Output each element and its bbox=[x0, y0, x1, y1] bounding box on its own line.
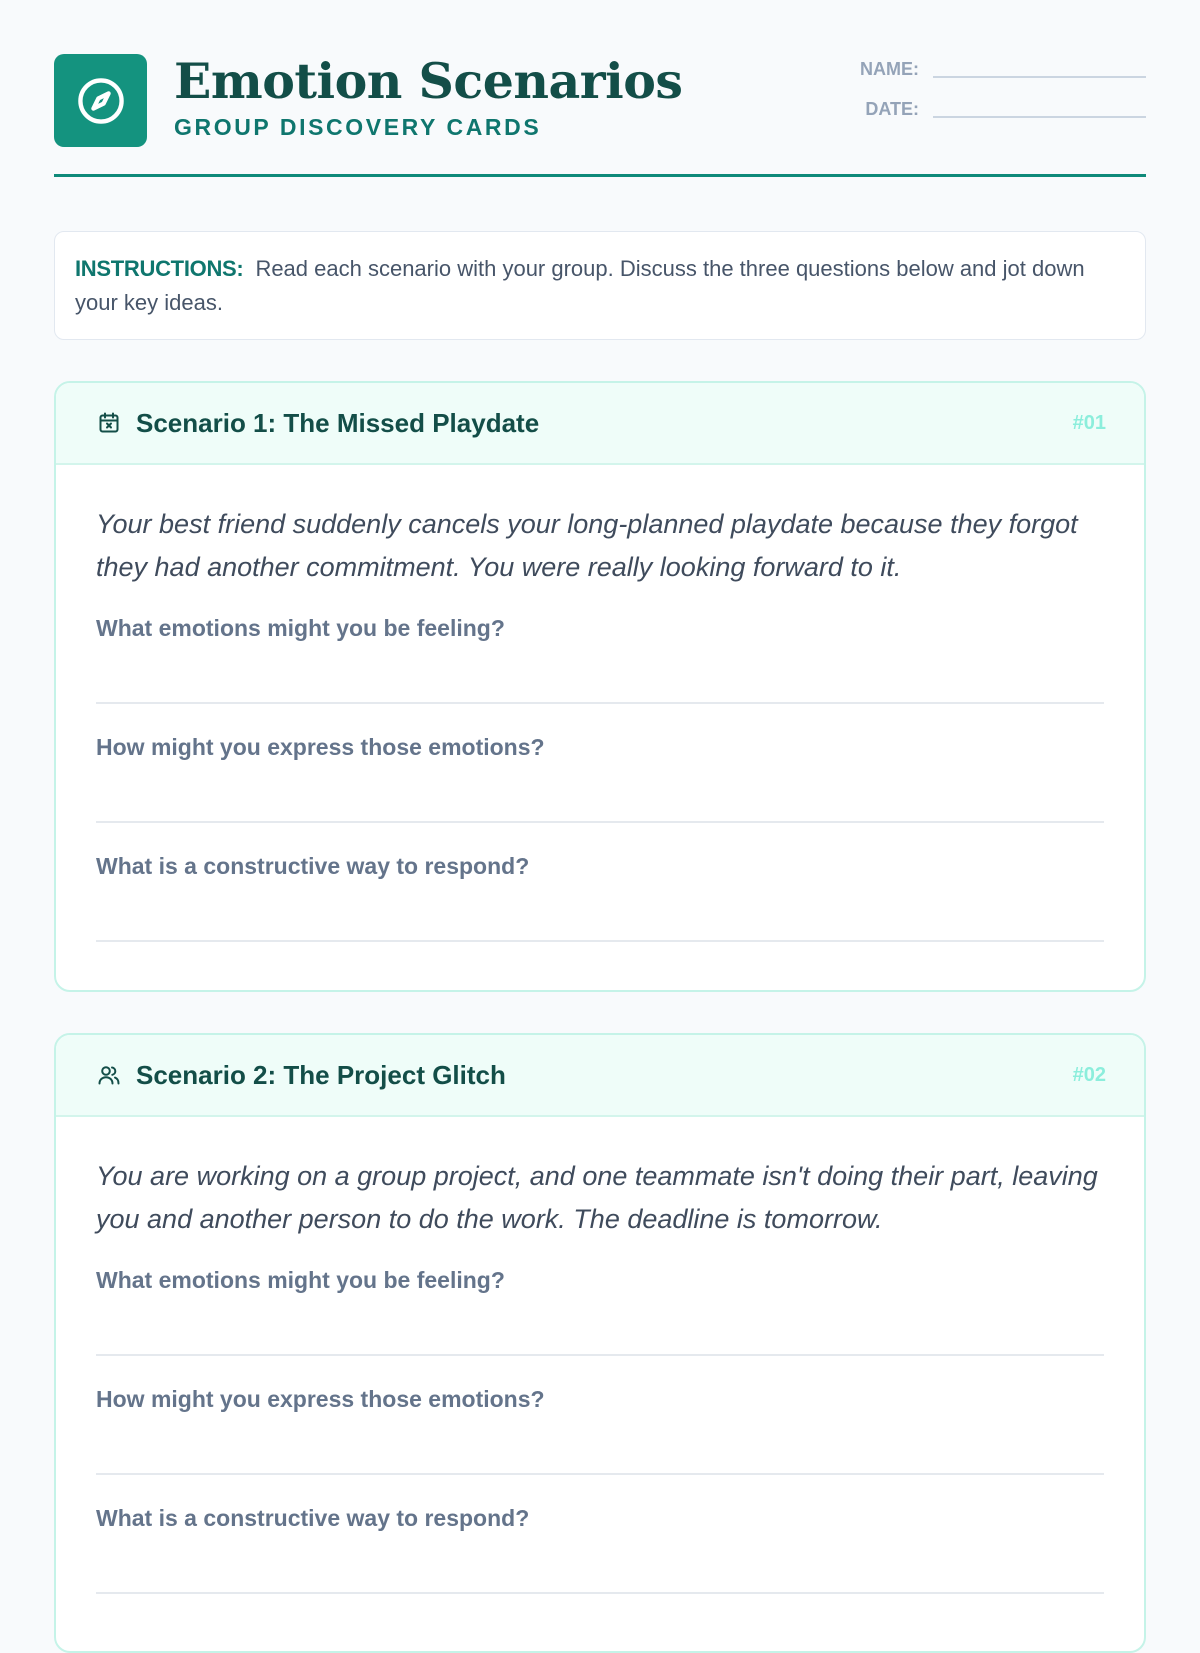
name-label: NAME: bbox=[860, 59, 919, 79]
scenario-title: Scenario 2: The Project Glitch bbox=[136, 1059, 506, 1090]
question-block bbox=[96, 853, 1104, 942]
instructions-box bbox=[54, 231, 1146, 340]
answer-line[interactable] bbox=[96, 940, 1104, 942]
logo bbox=[54, 54, 147, 147]
date-field[interactable] bbox=[933, 116, 1146, 118]
date-label: DATE: bbox=[865, 99, 919, 119]
header bbox=[54, 0, 1146, 177]
question-label: How might you express those emotions? bbox=[96, 1386, 545, 1412]
answer-line[interactable] bbox=[96, 702, 1104, 704]
question-block bbox=[96, 734, 1104, 823]
question-label: How might you express those emotions? bbox=[96, 734, 545, 760]
date-row bbox=[846, 92, 1146, 120]
answer-line[interactable] bbox=[96, 1354, 1104, 1356]
scenario-card bbox=[54, 381, 1146, 992]
answer-line[interactable] bbox=[96, 821, 1104, 823]
scenario-card-header bbox=[56, 383, 1144, 465]
scenario-number: #01 bbox=[1072, 411, 1106, 434]
name-date-fields bbox=[846, 52, 1146, 132]
question-label: What emotions might you be feeling? bbox=[96, 615, 505, 641]
page-title: Emotion Scenarios bbox=[174, 52, 683, 110]
instructions-text: Read each scenario with your group. Discuss the three questions below and jot down your key ideas. bbox=[75, 256, 1085, 315]
name-field[interactable] bbox=[933, 76, 1146, 78]
calendar-x-icon bbox=[96, 410, 122, 436]
question-block bbox=[96, 615, 1104, 704]
question-label: What is a constructive way to respond? bbox=[96, 853, 530, 879]
compass-icon bbox=[75, 75, 127, 127]
question-block bbox=[96, 1386, 1104, 1475]
page-subtitle: GROUP DISCOVERY CARDS bbox=[174, 114, 542, 140]
scenario-title: Scenario 1: The Missed Playdate bbox=[136, 407, 540, 438]
users-icon bbox=[96, 1062, 122, 1088]
question-block bbox=[96, 1505, 1104, 1594]
question-block bbox=[96, 1267, 1104, 1356]
scenario-body bbox=[56, 465, 1144, 942]
scenario-text: You are working on a group project, and one teammate isn't doing their part, leaving you and another person to do the work. The deadline is tomorrow. bbox=[96, 1161, 1098, 1234]
question-label: What is a constructive way to respond? bbox=[96, 1505, 530, 1531]
answer-line[interactable] bbox=[96, 1473, 1104, 1475]
title-block bbox=[174, 52, 682, 141]
answer-line[interactable] bbox=[96, 1592, 1104, 1594]
name-row bbox=[846, 52, 1146, 80]
scenario-number: #02 bbox=[1072, 1063, 1106, 1086]
scenario-text: Your best friend suddenly cancels your long-planned playdate because they forgot they had another commitment. You were really looking forward to it. bbox=[96, 509, 1078, 582]
question-label: What emotions might you be feeling? bbox=[96, 1267, 505, 1293]
scenario-card-header bbox=[56, 1035, 1144, 1117]
instructions-label: INSTRUCTIONS: bbox=[75, 256, 244, 281]
scenario-card bbox=[54, 1033, 1146, 1653]
scenario-body bbox=[56, 1117, 1144, 1594]
